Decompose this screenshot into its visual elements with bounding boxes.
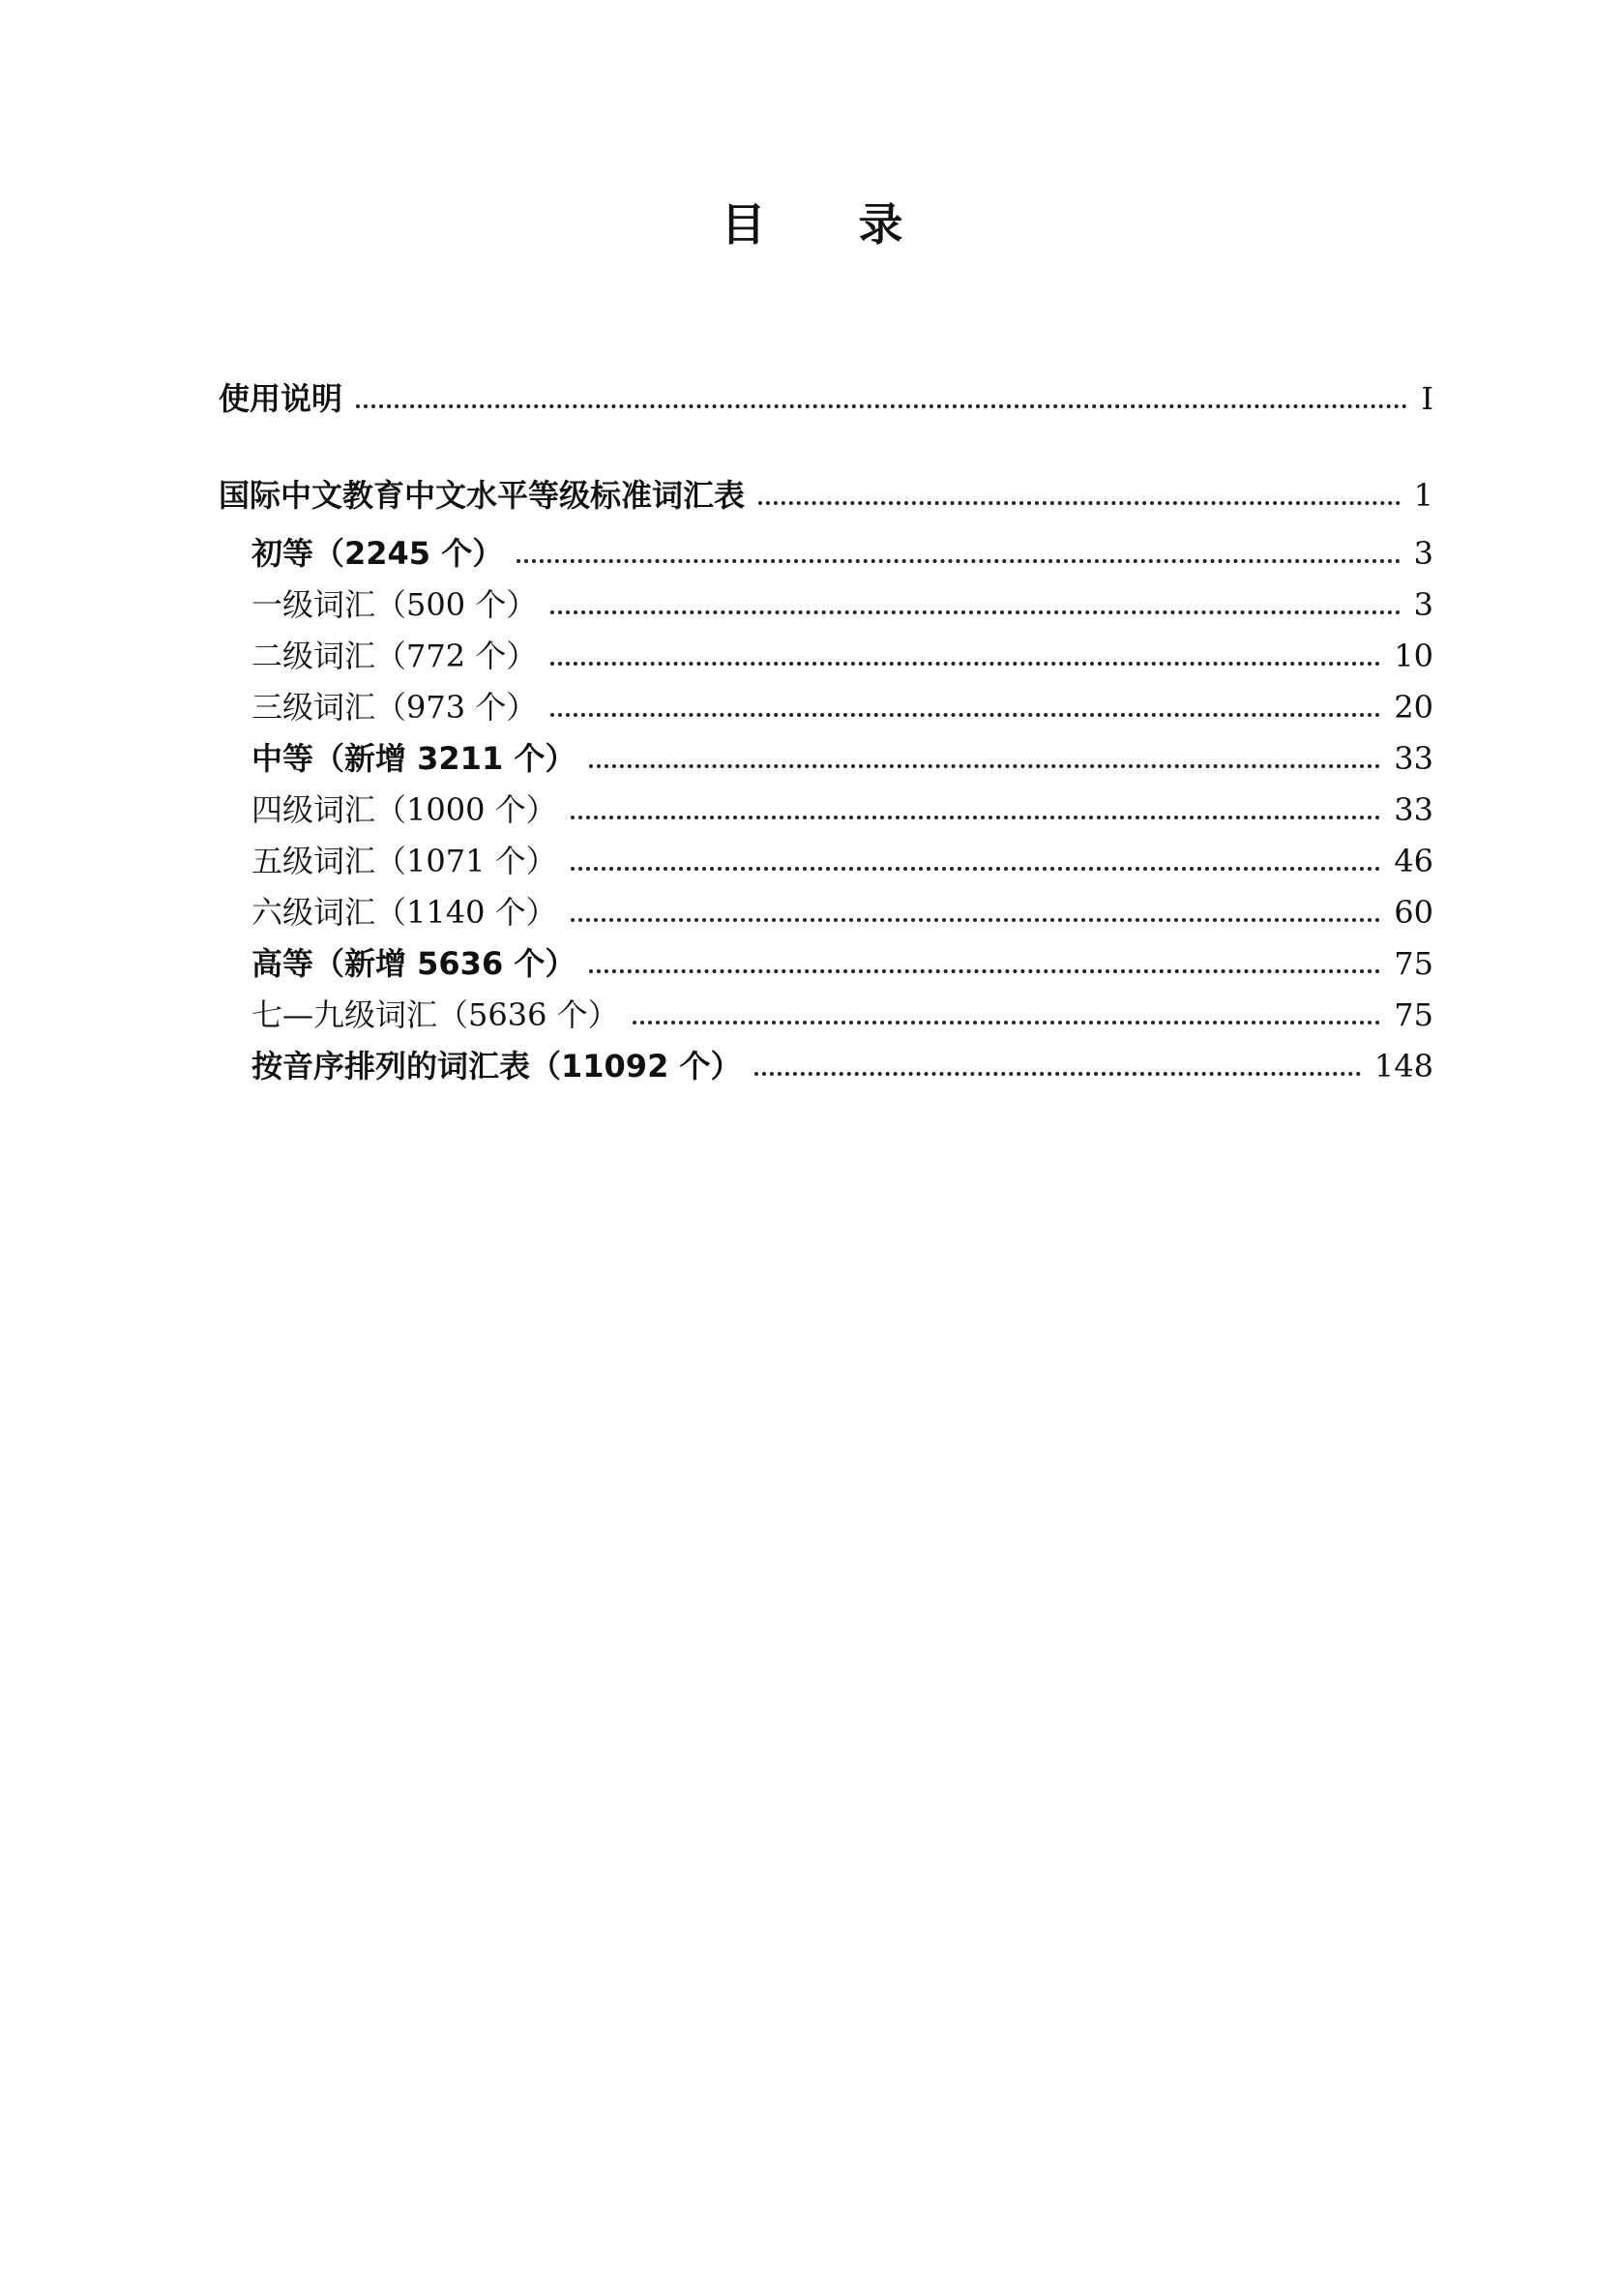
toc-entry-level4[interactable] (219, 788, 1433, 831)
toc-page-number: 60 (1394, 894, 1433, 931)
toc-label: 一级词汇（500 个） (251, 586, 538, 623)
title-char-2: 录 (858, 198, 903, 251)
toc-page-number: 3 (1413, 586, 1433, 623)
toc-entry-level6[interactable] (219, 891, 1433, 934)
toc-page-number: 33 (1394, 740, 1433, 777)
toc-page-number: 75 (1394, 996, 1433, 1033)
toc-label: 六级词汇（1140 个） (251, 894, 557, 931)
toc-label: 二级词汇（772 个） (251, 638, 538, 674)
toc-entry-level5[interactable] (219, 840, 1433, 882)
toc-leader (571, 816, 1381, 819)
toc-label: 国际中文教育中文水平等级标准词汇表 (219, 477, 746, 514)
toc-leader (571, 867, 1381, 871)
toc-page-number: 33 (1394, 791, 1433, 828)
toc-leader (550, 610, 1400, 614)
toc-page-number: 1 (1413, 477, 1433, 514)
toc-label: 四级词汇（1000 个） (251, 791, 557, 828)
title-char-1: 目 (721, 198, 766, 251)
toc-entry-level3[interactable] (219, 686, 1433, 728)
toc-label: 使用说明 (219, 380, 343, 417)
toc-label: 七—九级词汇（5636 个） (251, 996, 619, 1033)
toc-page-number: 3 (1413, 535, 1433, 572)
toc-label: 高等（新增 5636 个） (251, 945, 576, 982)
toc-leader (633, 1021, 1381, 1025)
page-title (0, 190, 1624, 253)
toc-page-number: 10 (1394, 638, 1433, 674)
toc-entry-intermediate[interactable] (219, 737, 1433, 780)
toc-leader (550, 713, 1380, 717)
toc-entry-elementary[interactable] (219, 532, 1433, 575)
toc-leader (517, 559, 1400, 563)
toc-leader (571, 918, 1381, 922)
toc-leader (550, 662, 1380, 666)
toc-page-number: 20 (1394, 689, 1433, 726)
toc-label: 初等（2245 个） (251, 535, 504, 572)
toc-leader (754, 1072, 1360, 1076)
toc-entry-level7to9[interactable] (219, 994, 1433, 1036)
toc-leader (589, 969, 1380, 973)
toc-label: 三级词汇（973 个） (251, 689, 538, 726)
toc-label: 中等（新增 3211 个） (251, 740, 576, 777)
toc-page-number: I (1421, 380, 1433, 417)
toc-label: 按音序排列的词汇表（11092 个） (251, 1048, 742, 1084)
toc-label: 五级词汇（1071 个） (251, 843, 557, 879)
toc-page-number: 75 (1394, 945, 1433, 982)
toc-page-number: 148 (1373, 1048, 1433, 1084)
toc-leader (356, 404, 1407, 408)
toc-entry-phonetic[interactable] (219, 1045, 1433, 1087)
toc-entry-usage[interactable] (219, 377, 1433, 420)
toc-leader (758, 501, 1401, 505)
toc-entry-level2[interactable] (219, 635, 1433, 677)
toc-entry-advanced[interactable] (219, 942, 1433, 985)
toc-leader (589, 764, 1380, 768)
toc-entry-level1[interactable] (219, 583, 1433, 626)
toc-page-number: 46 (1394, 843, 1433, 879)
toc-entry-main[interactable] (219, 474, 1433, 517)
